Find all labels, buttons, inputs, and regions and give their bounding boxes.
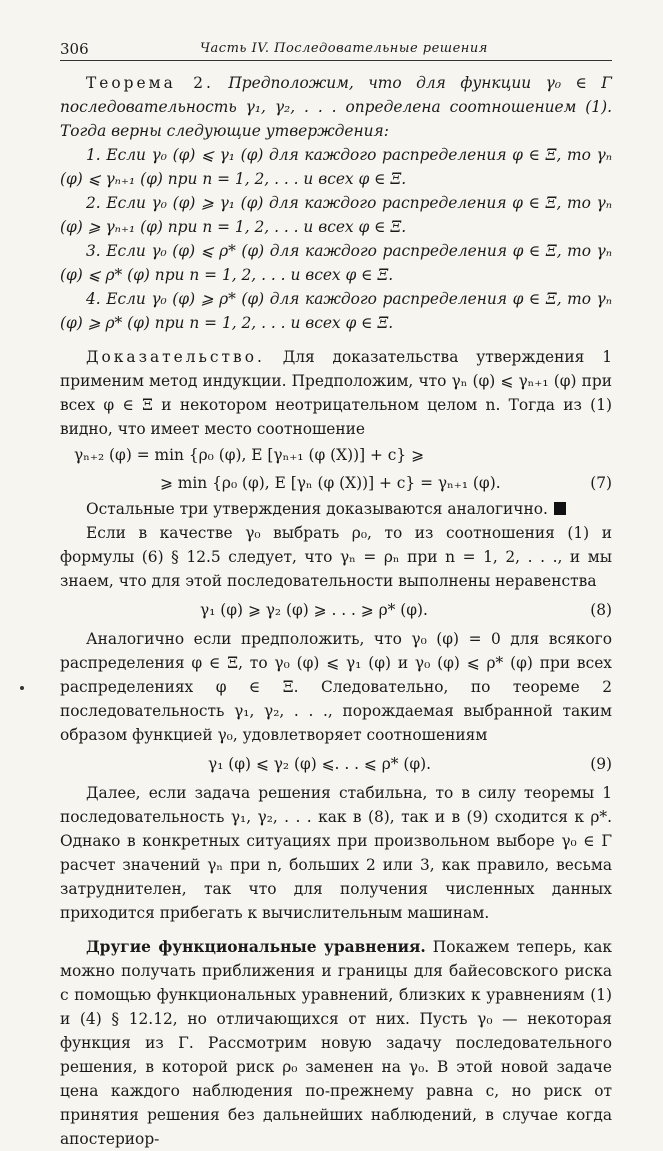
- equation-8-text: γ₁ (φ) ⩾ γ₂ (φ) ⩾ . . . ⩾ ρ* (φ).: [200, 601, 428, 619]
- equation-7-line-1: γₙ₊₂ (φ) = min {ρ₀ (φ), E [γₙ₊₁ (φ (X))] + c} ⩾: [74, 446, 425, 464]
- page: [60, 40, 612, 1151]
- theorem-item-1: 1. Если γ₀ (φ) ⩽ γ₁ (φ) для каждого распределения φ ∈ Ξ, то γₙ (φ) ⩽ γₙ₊₁ (φ) при n = 1, 2, . . . и всех φ ∈ Ξ.: [60, 146, 612, 188]
- theorem-item-3: 3. Если γ₀ (φ) ⩽ ρ* (φ) для каждого распределения φ ∈ Ξ, то γₙ (φ) ⩽ ρ* (φ) при n = 1, 2, . . . и всех φ ∈ Ξ.: [60, 242, 612, 284]
- equation-7-line-2: ⩾ min {ρ₀ (φ), E [γₙ (φ (X))] + c} = γₙ₊₁ (φ).: [160, 474, 501, 492]
- section-paragraph: [60, 935, 612, 1151]
- theorem-item-4: 4. Если γ₀ (φ) ⩾ ρ* (φ) для каждого распределения φ ∈ Ξ, то γₙ (φ) ⩾ ρ* (φ) при n = 1, 2, . . . и всех φ ∈ Ξ.: [60, 290, 612, 332]
- equation-7: [60, 441, 612, 469]
- page-number: 306: [60, 40, 89, 58]
- section-heading: Другие функциональные уравнения.: [86, 938, 426, 956]
- body-paragraph-1: Если в качестве γ₀ выбрать ρ₀, то из соотношения (1) и формулы (6) § 12.5 следует, что γₙ = ρₙ при n = 1, 2, . . ., и мы знаем, что для этой последовательности выполнены неравенства: [60, 524, 612, 590]
- body-paragraph-3: Далее, если задача решения стабильна, то в силу теоремы 1 последовательность γ₁, γ₂, . . . как в (8), так и в (9) сходится к ρ*. Однако в конкретных ситуациях при произвольном выборе γ₀ ∈ Γ расчет значений γₙ при n, больших 2 или 3, как правило, весьма затруднителен, так что для получения численных данных приходится прибегать к вычислительным машинам.: [60, 784, 612, 922]
- equation-7-number: (7): [590, 474, 612, 492]
- page-header: [60, 40, 612, 61]
- proof-text: Для доказательства утверждения 1 применим метод индукции. Предположим, что γₙ (φ) ⩽ γₙ₊₁ (φ) при всех φ ∈ Ξ и некотором неотрицательном целом n. Тогда из (1) видно, что имеет место соотношение: [60, 348, 612, 438]
- proof-paragraph: [60, 345, 612, 441]
- equation-9-text: γ₁ (φ) ⩽ γ₂ (φ) ⩽. . . ⩽ ρ* (φ).: [208, 755, 432, 773]
- proof-closing: [60, 497, 612, 521]
- equation-8-number: (8): [590, 601, 612, 619]
- running-head: Часть IV. Последовательные решения: [200, 41, 488, 56]
- theorem-label: Теорема 2.: [86, 74, 214, 92]
- theorem-intro: Предположим, что для функции γ₀ ∈ Γ последовательность γ₁, γ₂, . . . определена соотношением (1). Тогда верны следующие утверждения:: [60, 74, 612, 140]
- theorem-statement: [60, 71, 612, 143]
- equation-9-number: (9): [590, 755, 612, 773]
- body-paragraph-2: Аналогично если предположить, что γ₀ (φ) = 0 для всякого распределения φ ∈ Ξ, то γ₀ (φ) ⩽ γ₁ (φ) и γ₀ (φ) ⩽ ρ* (φ) при всех распределениях φ ∈ Ξ. Следовательно, по теореме 2 последовательность γ₁, γ₂, . . ., порождаемая выбранной таким образом функцией γ₀, удовлетворяет соотношениям: [60, 630, 612, 744]
- proof-label: Доказательство.: [86, 348, 265, 366]
- equation-8: [60, 593, 612, 627]
- margin-mark: [20, 686, 24, 690]
- equation-9: [60, 747, 612, 781]
- proof-closing-text: Остальные три утверждения доказываются аналогично.: [86, 500, 548, 518]
- theorem-item-2: 2. Если γ₀ (φ) ⩾ γ₁ (φ) для каждого распределения φ ∈ Ξ, то γₙ (φ) ⩾ γₙ₊₁ (φ) при n = 1, 2, . . . и всех φ ∈ Ξ.: [60, 194, 612, 236]
- section-text: Покажем теперь, как можно получать приближения и границы для байесовского риска с помощью функциональных уравнений, близких к уравнениям (1) и (4) § 12.12, но отличающихся от них. Пусть γ₀ — некоторая функция из Γ. Рассмотрим новую задачу последовательного решения, в которой риск ρ₀ заменен на γ₀. В этой новой задаче цена каждого наблюдения по-прежнему равна c, но риск от принятия решения без дальнейших наблюдений, в случае когда апостериор-: [60, 938, 612, 1148]
- qed-square-icon: [554, 502, 566, 515]
- equation-7-continued: [60, 469, 612, 497]
